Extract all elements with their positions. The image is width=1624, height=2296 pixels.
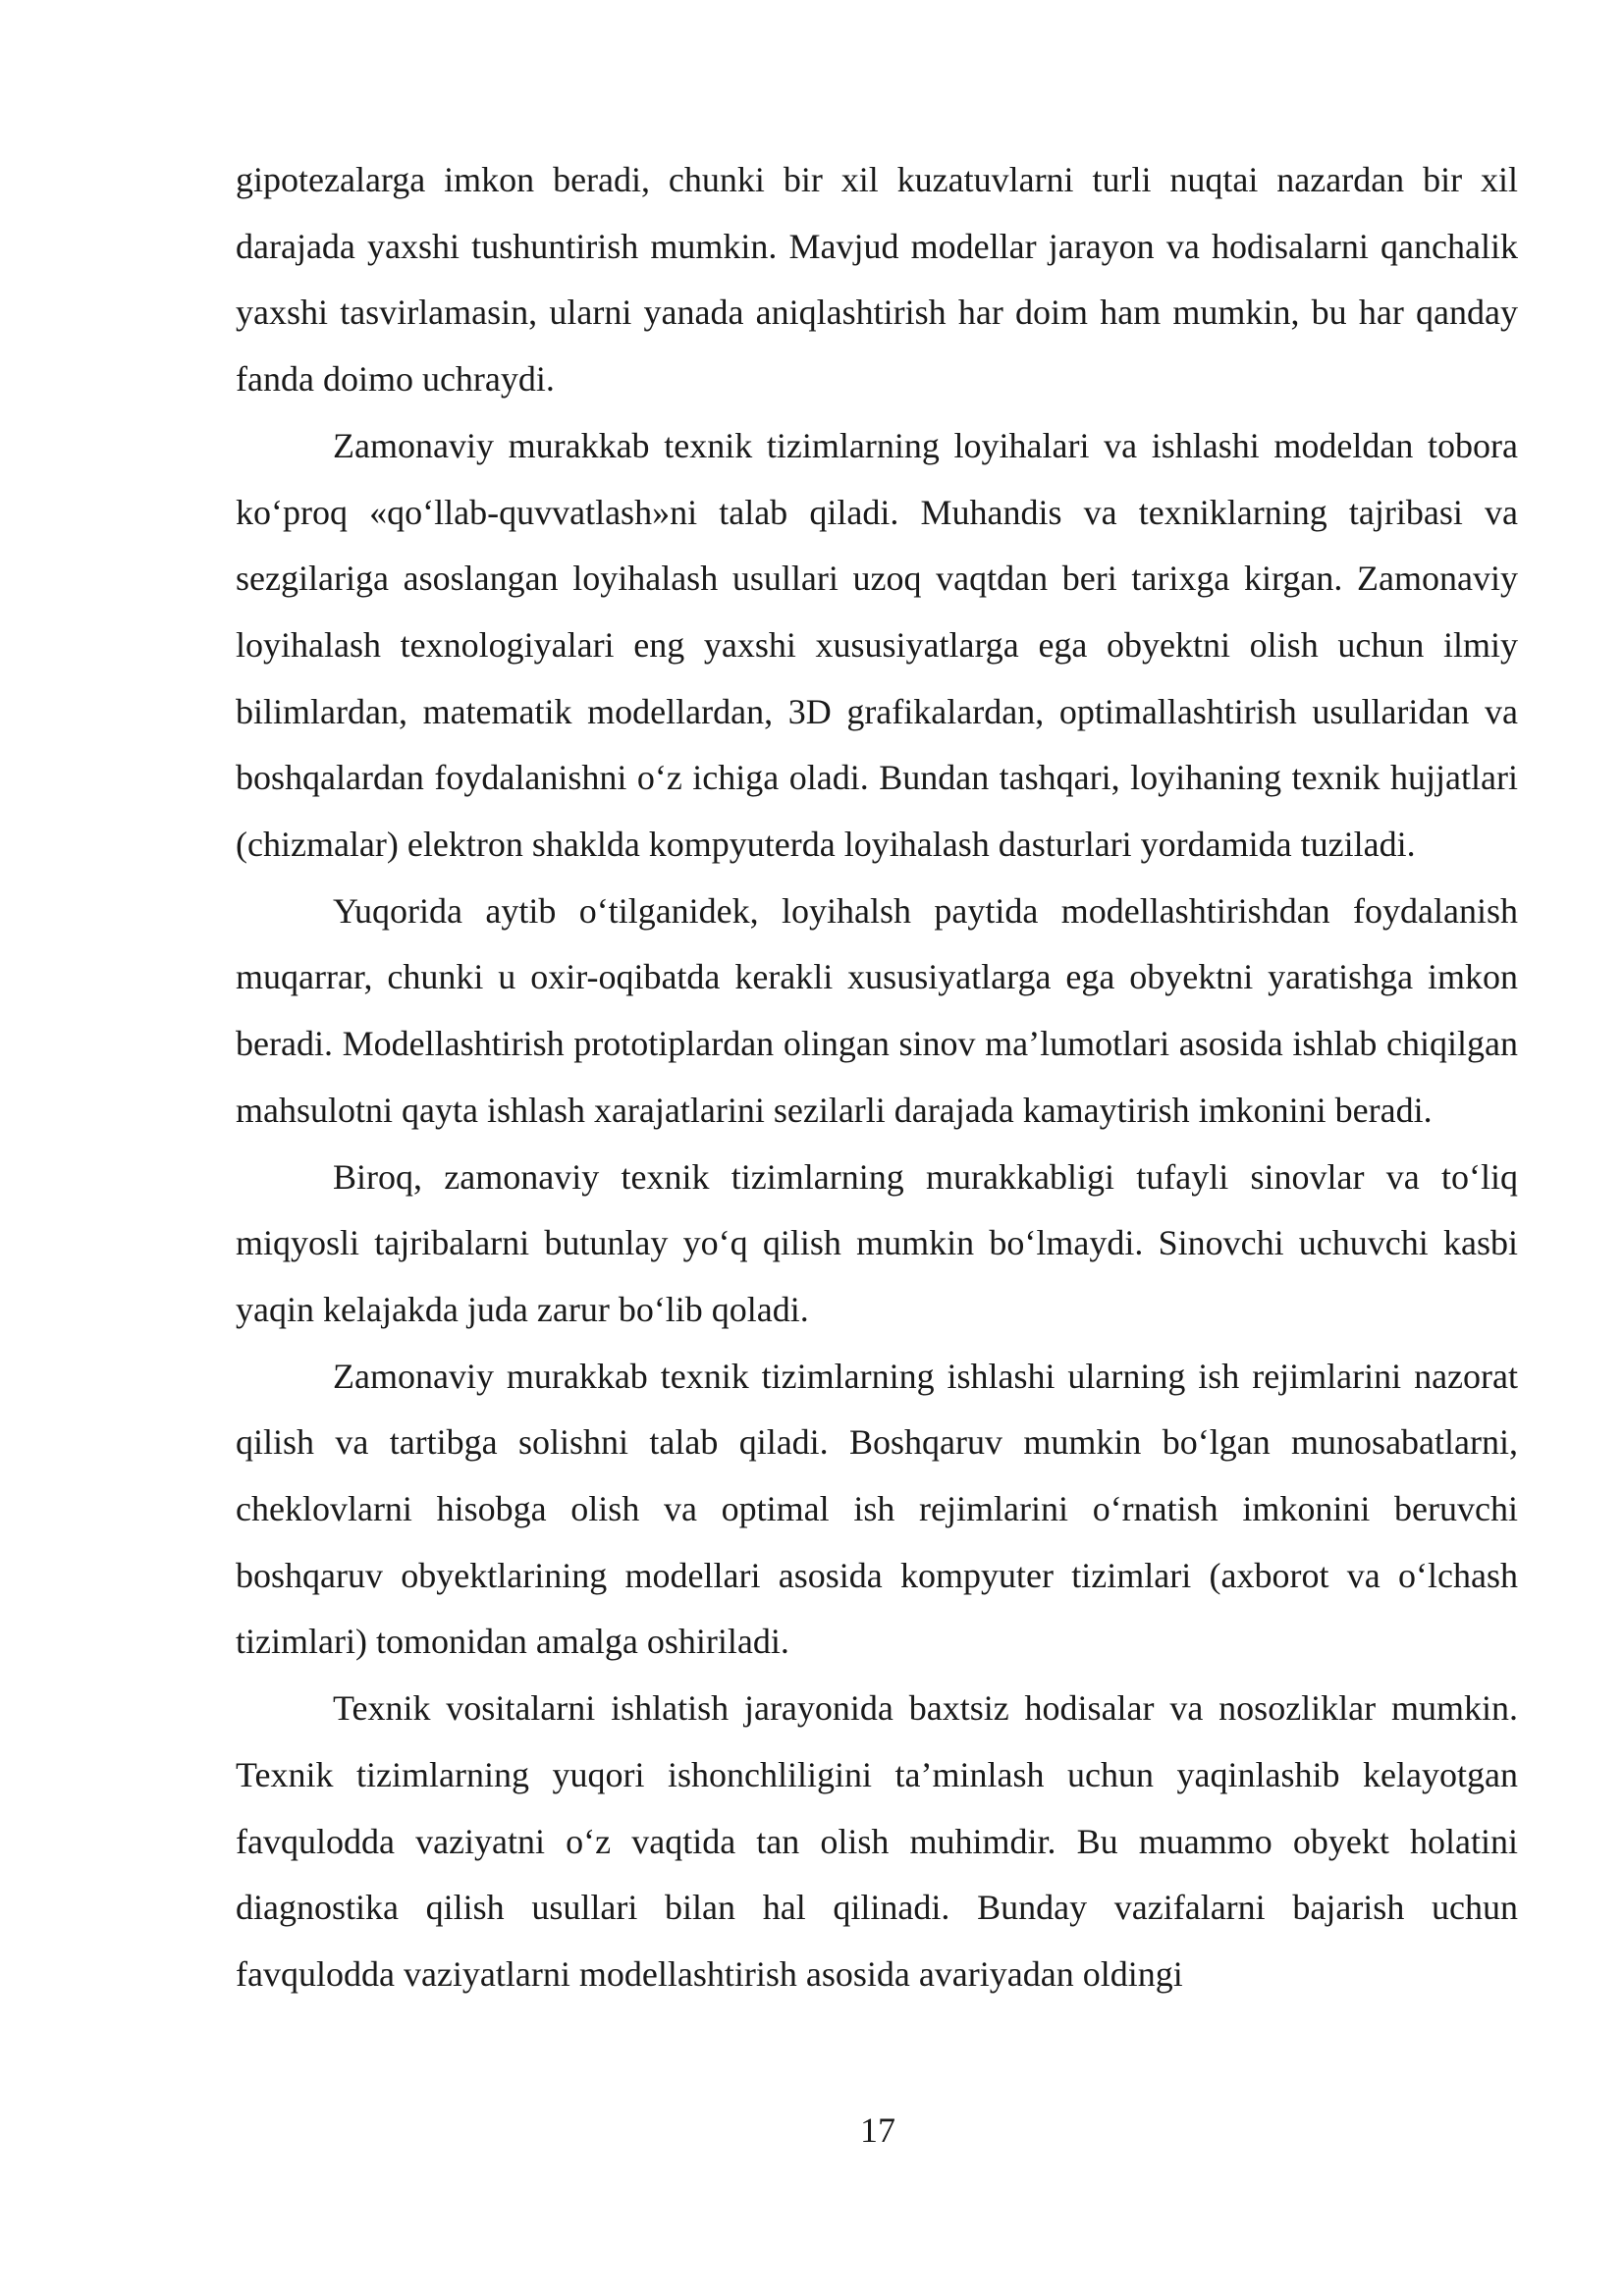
body-text [236, 147, 1518, 2008]
paragraph-6: Texnik vositalarni ishlatish jarayonida baxtsiz hodisalar va nosozliklar mumkin. Texnik tizimlarning yuqori ishonchliligini ta’minlash uchun yaqinlashib kelayotgan favqulodda vaziyatni o‘z vaqtida tan olish muhimdir. Bu muammo obyekt holatini diagnostika qilish usullari bilan hal qilinadi. Bunday vazifalarni bajarish uchun favqulodda vaziyatlarni modellashtirish asosida avariyadan oldingi [236, 1688, 1518, 1994]
page-number: 17 [860, 2110, 895, 2150]
paragraph-4: Biroq, zamonaviy texnik tizimlarning murakkabligi tufayli sinovlar va to‘liq miqyosli tajribalarni butunlay yo‘q qilish mumkin bo‘lmaydi. Sinovchi uchuvchi kasbi yaqin kelajakda juda zarur bo‘lib qoladi. [236, 1156, 1518, 1329]
paragraph-3: Yuqorida aytib o‘tilganidek, loyihalsh paytida modellashtirishdan foydalanish muqarrar, chunki u oxir-oqibatda kerakli xususiyatlarga ega obyektni yaratishga imkon beradi. Modellashtirish prototiplardan olingan sinov ma’lumotlari asosida ishlab chiqilgan mahsulotni qayta ishlash xarajatlarini sezilarli darajada kamaytirish imkonini beradi. [236, 890, 1518, 1130]
paragraph-1: gipotezalarga imkon beradi, chunki bir xil kuzatuvlarni turli nuqtai nazardan bir xil darajada yaxshi tushuntirish mumkin. Mavjud modellar jarayon va hodisalarni qanchalik yaxshi tasvirlamasin, ularni yanada aniqlashtirish har doim ham mumkin, bu har qanday fanda doimo uchraydi. [236, 160, 1518, 400]
paragraph-5: Zamonaviy murakkab texnik tizimlarning ishlashi ularning ish rejimlarini nazorat qilish va tartibga solishni talab qiladi. Boshqaruv mumkin bo‘lgan munosabatlarni, cheklovlarni hisobga olish va optimal ish rejimlarini o‘rnatish imkonini beruvchi boshqaruv obyektlarining modellari asosida kompyuter tizimlari (axborot va o‘lchash tizimlari) tomonidan amalga oshiriladi. [236, 1356, 1518, 1662]
paragraph-2: Zamonaviy murakkab texnik tizimlarning loyihalari va ishlashi modeldan tobora ko‘proq «qo‘llab-quvvatlash»ni talab qiladi. Muhandis va texniklarning tajribasi va sezgilariga asoslangan loyihalash usullari uzoq vaqtdan beri tarixga kirgan. Zamonaviy loyihalash texnologiyalari eng yaxshi xususiyatlarga ega obyektni olish uchun ilmiy bilimlardan, matematik modellardan, 3D grafikalardan, optimallashtirish usullaridan va boshqalardan foydalanishni o‘z ichiga oladi. Bundan tashqari, loyihaning texnik hujjatlari (chizmalar) elektron shaklda kompyuterda loyihalash dasturlari yordamida tuziladi. [236, 425, 1518, 865]
